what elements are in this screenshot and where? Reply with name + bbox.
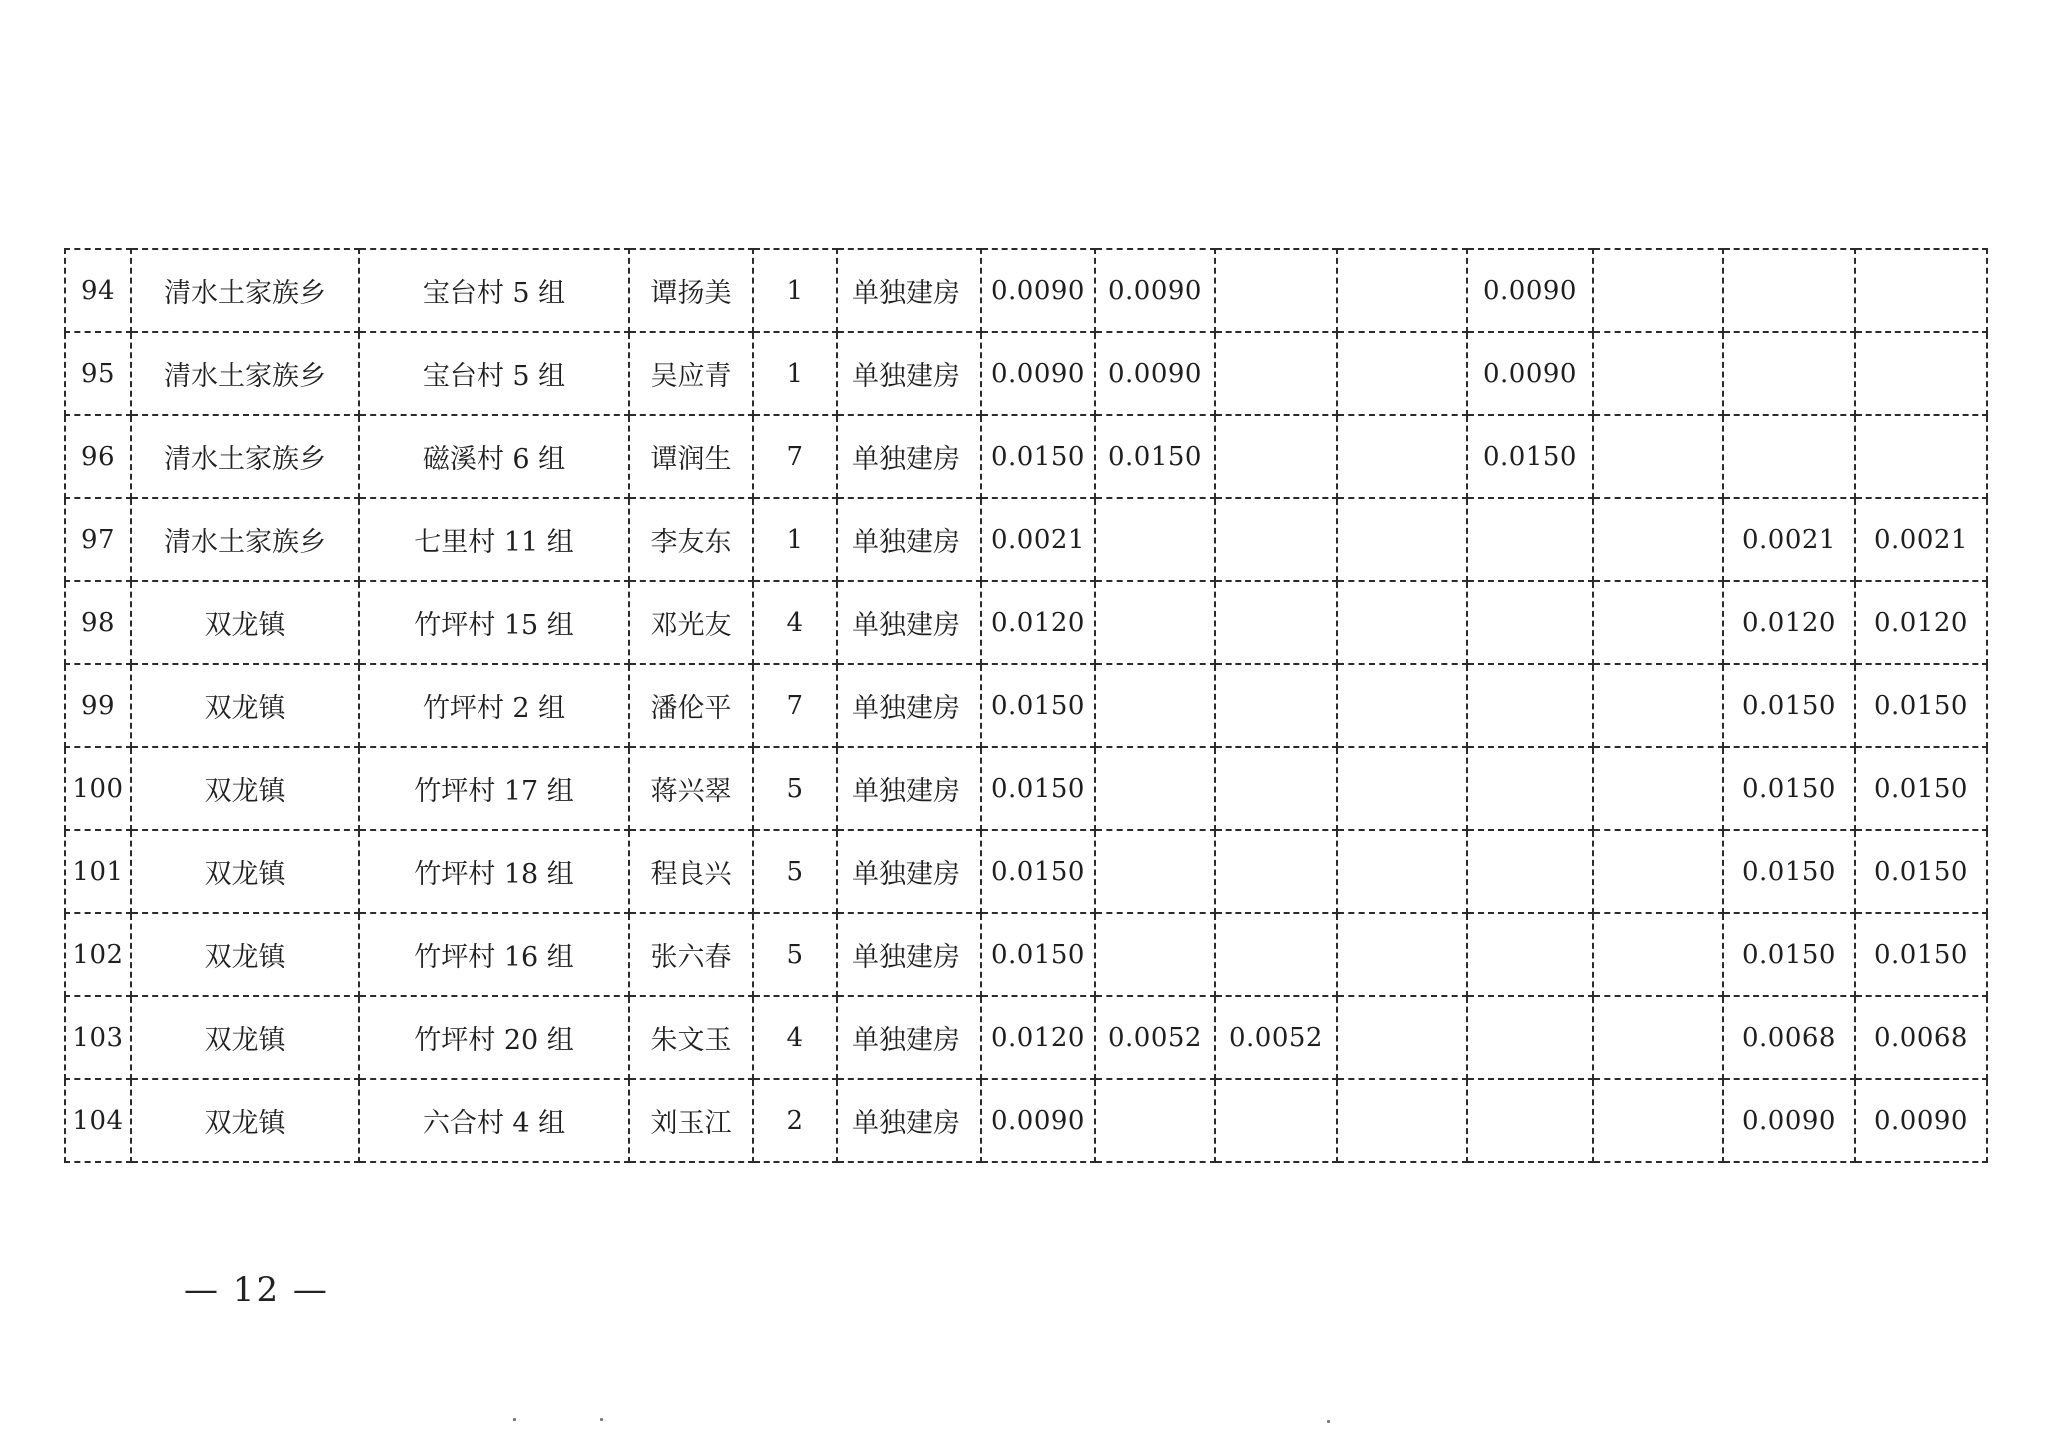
cell-household-name: 谭润生 (629, 415, 753, 498)
cell-household-name: 蒋兴翠 (629, 747, 753, 830)
cell-area-col-8: 0.0150 (1855, 830, 1987, 913)
table-row (65, 830, 1987, 913)
cell-village-group: 竹坪村 17 组 (359, 747, 629, 830)
cell-village-group: 六合村 4 组 (359, 1079, 629, 1162)
cell-area-total: 0.0120 (981, 581, 1095, 664)
cell-area-col-4 (1337, 415, 1467, 498)
cell-row-number: 102 (65, 913, 131, 996)
cell-area-total: 0.0090 (981, 332, 1095, 415)
cell-building-type: 单独建房 (837, 581, 981, 664)
cell-area-col-3 (1215, 498, 1337, 581)
cell-household-name: 李友东 (629, 498, 753, 581)
cell-area-col-4 (1337, 664, 1467, 747)
cell-area-col-6 (1593, 415, 1723, 498)
cell-area-col-3 (1215, 664, 1337, 747)
cell-area-col-3 (1215, 747, 1337, 830)
cell-area-col-7: 0.0150 (1723, 913, 1855, 996)
cell-area-col-5 (1467, 498, 1593, 581)
cell-area-col-8 (1855, 249, 1987, 332)
scan-speck (600, 1418, 603, 1421)
cell-area-col-7: 0.0150 (1723, 664, 1855, 747)
cell-township: 双龙镇 (131, 581, 359, 664)
cell-building-type: 单独建房 (837, 664, 981, 747)
cell-area-col-7 (1723, 415, 1855, 498)
cell-household-count: 1 (753, 332, 837, 415)
cell-area-col-4 (1337, 581, 1467, 664)
cell-household-name: 潘伦平 (629, 664, 753, 747)
cell-area-total: 0.0150 (981, 913, 1095, 996)
cell-area-col-3 (1215, 1079, 1337, 1162)
cell-area-col-4 (1337, 996, 1467, 1079)
cell-village-group: 竹坪村 15 组 (359, 581, 629, 664)
cell-building-type: 单独建房 (837, 747, 981, 830)
cell-area-total: 0.0090 (981, 249, 1095, 332)
scan-speck (1327, 1420, 1330, 1423)
cell-household-name: 邓光友 (629, 581, 753, 664)
cell-area-col-3 (1215, 332, 1337, 415)
cell-village-group: 宝台村 5 组 (359, 332, 629, 415)
cell-area-col-8 (1855, 332, 1987, 415)
cell-row-number: 98 (65, 581, 131, 664)
cell-area-total: 0.0120 (981, 996, 1095, 1079)
page-number: — 12 — (184, 1270, 329, 1310)
cell-row-number: 100 (65, 747, 131, 830)
cell-township: 双龙镇 (131, 1079, 359, 1162)
cell-building-type: 单独建房 (837, 249, 981, 332)
cell-village-group: 竹坪村 2 组 (359, 664, 629, 747)
cell-household-name: 谭扬美 (629, 249, 753, 332)
cell-township: 双龙镇 (131, 747, 359, 830)
cell-area-col-6 (1593, 913, 1723, 996)
table-row (65, 664, 1987, 747)
table-row (65, 249, 1987, 332)
cell-building-type: 单独建房 (837, 415, 981, 498)
cell-area-col-8: 0.0068 (1855, 996, 1987, 1079)
cell-area-col-6 (1593, 249, 1723, 332)
cell-area-col-8 (1855, 415, 1987, 498)
cell-household-count: 4 (753, 996, 837, 1079)
cell-township: 双龙镇 (131, 664, 359, 747)
cell-area-col-5: 0.0150 (1467, 415, 1593, 498)
cell-area-col-7: 0.0120 (1723, 581, 1855, 664)
cell-row-number: 101 (65, 830, 131, 913)
cell-area-col-6 (1593, 830, 1723, 913)
cell-area-col-3 (1215, 913, 1337, 996)
table-row (65, 415, 1987, 498)
table-row (65, 581, 1987, 664)
cell-household-count: 7 (753, 415, 837, 498)
cell-township: 清水土家族乡 (131, 415, 359, 498)
cell-row-number: 99 (65, 664, 131, 747)
table-row (65, 332, 1987, 415)
cell-area-col-7: 0.0021 (1723, 498, 1855, 581)
cell-area-col-2: 0.0090 (1095, 332, 1215, 415)
cell-township: 清水土家族乡 (131, 498, 359, 581)
cell-area-col-4 (1337, 913, 1467, 996)
cell-area-col-5: 0.0090 (1467, 332, 1593, 415)
cell-township: 清水土家族乡 (131, 332, 359, 415)
cell-building-type: 单独建房 (837, 498, 981, 581)
cell-area-col-2: 0.0052 (1095, 996, 1215, 1079)
land-use-table (64, 248, 1988, 1163)
cell-area-total: 0.0150 (981, 415, 1095, 498)
cell-household-name: 刘玉江 (629, 1079, 753, 1162)
cell-area-col-2 (1095, 913, 1215, 996)
table-body (65, 249, 1987, 1162)
cell-area-col-8: 0.0150 (1855, 747, 1987, 830)
table-row (65, 1079, 1987, 1162)
cell-building-type: 单独建房 (837, 996, 981, 1079)
cell-area-col-2: 0.0150 (1095, 415, 1215, 498)
cell-area-col-5 (1467, 664, 1593, 747)
cell-area-col-6 (1593, 996, 1723, 1079)
table-row (65, 747, 1987, 830)
cell-area-col-2 (1095, 830, 1215, 913)
cell-area-col-6 (1593, 747, 1723, 830)
cell-area-col-4 (1337, 830, 1467, 913)
cell-area-col-4 (1337, 747, 1467, 830)
cell-area-col-3 (1215, 415, 1337, 498)
cell-area-col-5: 0.0090 (1467, 249, 1593, 332)
cell-area-col-3 (1215, 830, 1337, 913)
cell-area-total: 0.0150 (981, 664, 1095, 747)
cell-area-col-6 (1593, 332, 1723, 415)
cell-area-col-5 (1467, 1079, 1593, 1162)
cell-area-col-8: 0.0150 (1855, 913, 1987, 996)
cell-area-col-8: 0.0021 (1855, 498, 1987, 581)
cell-row-number: 94 (65, 249, 131, 332)
cell-area-col-7: 0.0150 (1723, 830, 1855, 913)
cell-row-number: 104 (65, 1079, 131, 1162)
cell-area-col-2 (1095, 747, 1215, 830)
cell-village-group: 磁溪村 6 组 (359, 415, 629, 498)
cell-area-col-6 (1593, 664, 1723, 747)
cell-area-col-2: 0.0090 (1095, 249, 1215, 332)
cell-area-col-7: 0.0150 (1723, 747, 1855, 830)
scan-speck (513, 1418, 516, 1421)
cell-area-total: 0.0021 (981, 498, 1095, 581)
cell-household-name: 程良兴 (629, 830, 753, 913)
cell-area-col-2 (1095, 1079, 1215, 1162)
cell-area-col-6 (1593, 498, 1723, 581)
cell-area-total: 0.0150 (981, 747, 1095, 830)
cell-area-col-7 (1723, 332, 1855, 415)
cell-village-group: 竹坪村 16 组 (359, 913, 629, 996)
cell-area-col-4 (1337, 1079, 1467, 1162)
cell-row-number: 103 (65, 996, 131, 1079)
cell-area-total: 0.0090 (981, 1079, 1095, 1162)
cell-area-col-5 (1467, 747, 1593, 830)
cell-area-col-3 (1215, 581, 1337, 664)
cell-household-count: 4 (753, 581, 837, 664)
cell-household-count: 2 (753, 1079, 837, 1162)
cell-row-number: 95 (65, 332, 131, 415)
table-row (65, 913, 1987, 996)
cell-household-count: 5 (753, 913, 837, 996)
cell-area-col-7: 0.0090 (1723, 1079, 1855, 1162)
cell-household-count: 1 (753, 498, 837, 581)
cell-area-col-8: 0.0120 (1855, 581, 1987, 664)
cell-area-col-2 (1095, 664, 1215, 747)
cell-area-col-5 (1467, 830, 1593, 913)
cell-area-col-2 (1095, 581, 1215, 664)
cell-area-col-4 (1337, 332, 1467, 415)
cell-area-col-5 (1467, 913, 1593, 996)
cell-village-group: 七里村 11 组 (359, 498, 629, 581)
cell-township: 双龙镇 (131, 830, 359, 913)
cell-building-type: 单独建房 (837, 1079, 981, 1162)
cell-area-col-3: 0.0052 (1215, 996, 1337, 1079)
cell-building-type: 单独建房 (837, 913, 981, 996)
cell-area-col-7: 0.0068 (1723, 996, 1855, 1079)
cell-area-col-6 (1593, 581, 1723, 664)
cell-row-number: 97 (65, 498, 131, 581)
cell-area-col-2 (1095, 498, 1215, 581)
cell-household-count: 5 (753, 830, 837, 913)
cell-building-type: 单独建房 (837, 830, 981, 913)
cell-area-col-7 (1723, 249, 1855, 332)
cell-area-col-5 (1467, 996, 1593, 1079)
cell-household-name: 朱文玉 (629, 996, 753, 1079)
cell-area-col-8: 0.0150 (1855, 664, 1987, 747)
cell-household-count: 1 (753, 249, 837, 332)
cell-township: 双龙镇 (131, 996, 359, 1079)
cell-row-number: 96 (65, 415, 131, 498)
table-row (65, 996, 1987, 1079)
cell-village-group: 竹坪村 20 组 (359, 996, 629, 1079)
cell-village-group: 竹坪村 18 组 (359, 830, 629, 913)
cell-area-col-5 (1467, 581, 1593, 664)
cell-household-name: 张六春 (629, 913, 753, 996)
cell-household-count: 5 (753, 747, 837, 830)
cell-area-col-8: 0.0090 (1855, 1079, 1987, 1162)
cell-household-count: 7 (753, 664, 837, 747)
cell-area-col-6 (1593, 1079, 1723, 1162)
cell-area-total: 0.0150 (981, 830, 1095, 913)
cell-township: 双龙镇 (131, 913, 359, 996)
cell-household-name: 吴应青 (629, 332, 753, 415)
cell-area-col-3 (1215, 249, 1337, 332)
table-row (65, 498, 1987, 581)
cell-township: 清水土家族乡 (131, 249, 359, 332)
cell-village-group: 宝台村 5 组 (359, 249, 629, 332)
cell-area-col-4 (1337, 498, 1467, 581)
cell-building-type: 单独建房 (837, 332, 981, 415)
cell-area-col-4 (1337, 249, 1467, 332)
